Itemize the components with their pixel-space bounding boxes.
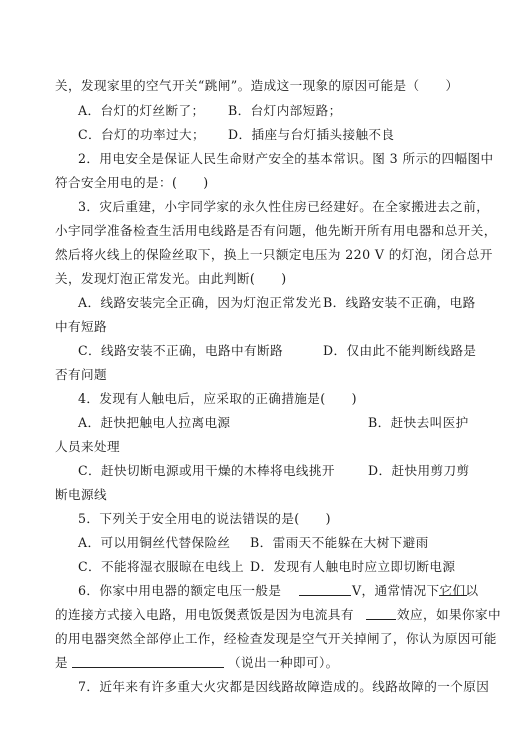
question-7: 7．近年来有许多重大火灾都是因线路故障造成的。线路故障的一个原因 — [78, 679, 490, 694]
text-line: 关，发现家里的空气开关“跳闸”。造成这一现象的原因可能是（ ） — [55, 78, 459, 93]
option-c: C．线路安装不正确，电路中有断路 — [78, 343, 283, 358]
text-line: 的连接方式接入电路，用电饭煲煮饭是因为电流具有 — [55, 607, 354, 622]
text-line: 效应，如果你家中 — [397, 607, 501, 622]
answer-blank — [366, 607, 396, 620]
text-line: 然后将火线上的保险丝取下，换上一只额定电压为 220 V 的灯泡，闭合总开 — [55, 247, 493, 262]
text-line: 关，发现灯泡正常发光。由此判断( ) — [55, 271, 287, 286]
option-a: A．赶快把触电人拉离电源 — [78, 415, 231, 430]
answer-blank — [299, 583, 351, 596]
option-b: B．赶快去叫医护 — [368, 415, 469, 430]
option-d: D．发现有人触电时应立即切断电源 — [250, 559, 456, 574]
option-c: C．赶快切断电源或用干燥的木棒将电线挑开 — [78, 463, 335, 478]
answer-blank — [439, 583, 467, 596]
question-6: 6．你家中用电器的额定电压一般是 — [78, 583, 282, 598]
question-3: 3．灾后重建，小宇同学家的永久性住房已经建好。在全家搬进去之前， — [78, 199, 490, 214]
answer-blank — [72, 655, 224, 668]
text-line: 否有问题 — [55, 367, 107, 382]
text-line: 是 — [55, 655, 68, 670]
text-line: （说出一种即可）。 — [228, 655, 339, 670]
option-d: D．赶快用剪刀剪 — [368, 463, 470, 478]
text-line: 人员来处理 — [55, 439, 120, 454]
option-a: A．台灯的灯丝断了； — [78, 103, 205, 118]
question-5: 5．下列关于安全用电的说法错误的是( ) — [78, 511, 331, 526]
option-a: A．可以用铜丝代替保险丝 — [78, 535, 231, 550]
text-line: V，通常情况下它们以 — [352, 583, 479, 598]
option-b: B．雷雨天不能躲在大树下避雨 — [250, 535, 429, 550]
option-c: C．台灯的功率过大； — [78, 127, 205, 142]
text-line: 断电源线 — [55, 487, 107, 502]
question-2: 2．用电安全是保证人民生命财产安全的基本常识。图 3 所示的四幅图中 — [78, 151, 494, 166]
option-d: D．插座与台灯插头接触不良 — [228, 127, 395, 142]
question-4: 4．发现有人触电后，应采取的正确措施是( ) — [78, 391, 357, 406]
option-c: C．不能将湿衣服晾在电线上 — [78, 559, 244, 574]
text-line: 符合安全用电的是：( ) — [55, 175, 209, 190]
text-line: 中有短路 — [55, 319, 107, 334]
option-b: B．台灯内部短路； — [228, 103, 342, 118]
option-a: A．线路安装完全正确，因为灯泡正常发光 — [78, 295, 322, 310]
option-b: B．线路安装不正确，电路 — [323, 295, 476, 310]
option-d: D．仅由此不能判断线路是 — [323, 343, 477, 358]
text-line: 的用电器突然全部停止工作，经检查发现是空气开关掉闸了，你认为原因可能 — [55, 631, 497, 646]
text-line: 小宇同学准备检查生活用电线路是否有问题，他先断开所有用电器和总开关， — [55, 223, 497, 238]
